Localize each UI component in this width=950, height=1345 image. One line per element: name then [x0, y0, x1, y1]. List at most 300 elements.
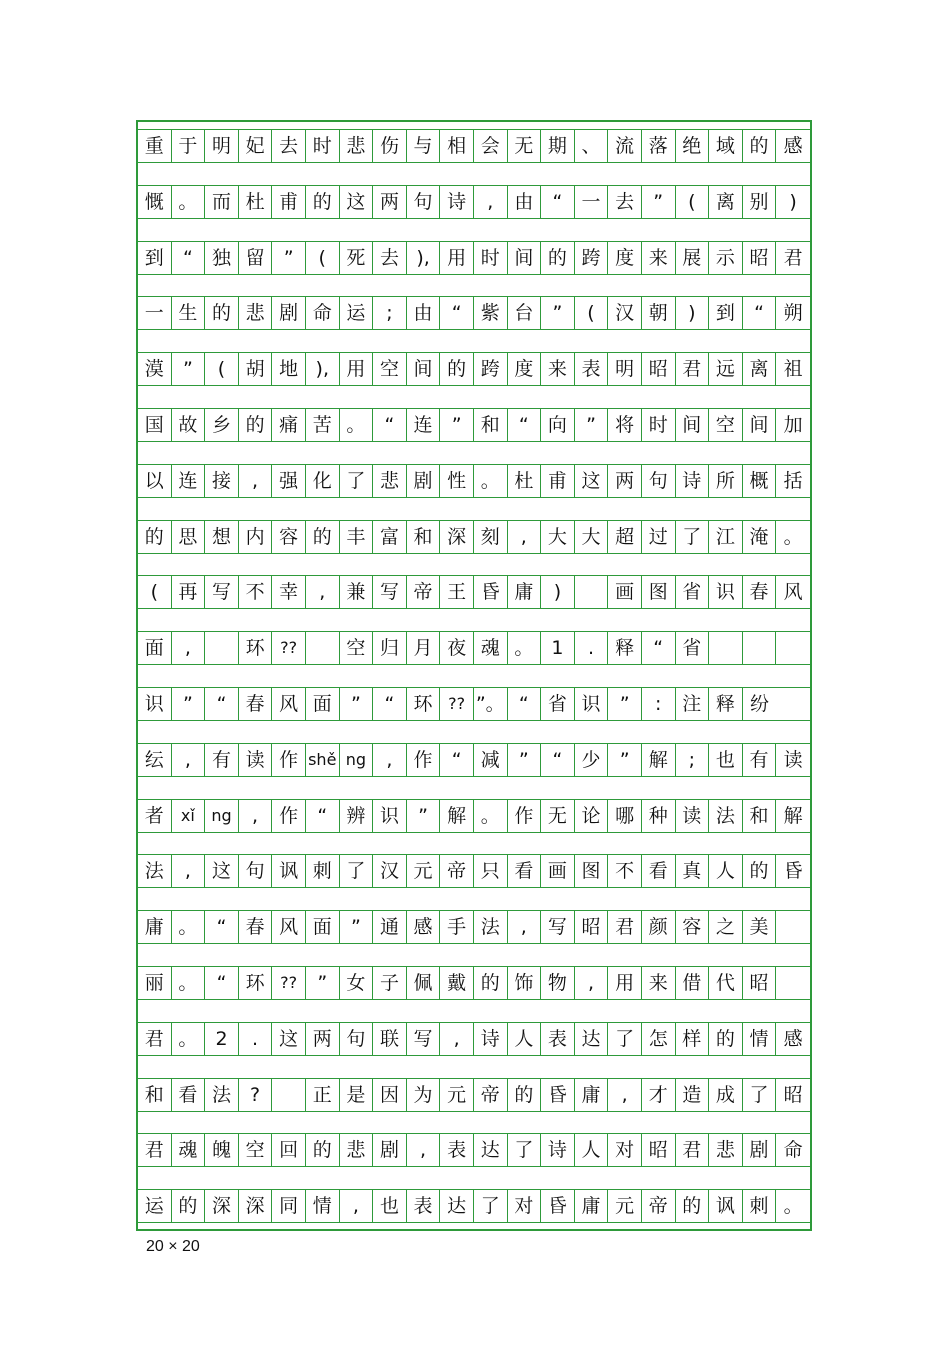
grid-cell: ” [541, 297, 575, 329]
grid-cell: 兼 [340, 576, 374, 608]
grid-cell: 识 [709, 576, 743, 608]
grid-cell: ( [306, 242, 340, 274]
grid-cell: 论 [575, 800, 609, 832]
grid-cell: 相 [440, 130, 474, 162]
grid-cell: shě [306, 744, 340, 776]
grid-cell: 慨 [138, 186, 172, 218]
grid-cell: 展 [676, 242, 710, 274]
grid-cell: 昭 [642, 1134, 676, 1166]
grid-cell: 以 [138, 465, 172, 497]
grid-cell: “ [172, 242, 206, 274]
grid-cell: 感 [407, 911, 441, 943]
grid-cell: “ [541, 186, 575, 218]
grid-cell: 不 [608, 855, 642, 887]
grid-cell: , [239, 800, 273, 832]
grid-row [138, 687, 810, 721]
manuscript-grid-sheet [136, 120, 812, 1231]
grid-cell: 江 [709, 521, 743, 553]
grid-row [138, 352, 810, 386]
grid-row [138, 743, 810, 777]
grid-cell: 的 [743, 855, 777, 887]
grid-cell: 因 [373, 1079, 407, 1111]
grid-cell: 富 [373, 521, 407, 553]
grid-cell: 落 [642, 130, 676, 162]
grid-cell: 解 [783, 804, 803, 827]
grid-cell: 绝 [676, 130, 710, 162]
grid-cell: 春 [743, 576, 777, 608]
grid-cell: “ [440, 744, 474, 776]
grid-cell: ) [541, 576, 575, 608]
grid-cell: 风 [272, 911, 306, 943]
grid-cell: 昭 [642, 353, 676, 385]
grid-cell: 空 [709, 409, 743, 441]
grid-cell: 君 [676, 353, 710, 385]
grid-row [138, 241, 810, 275]
grid-cell: 示 [709, 242, 743, 274]
grid-cell: ), [306, 353, 340, 385]
grid-cell: , [474, 186, 508, 218]
grid-cell: 诗 [676, 465, 710, 497]
grid-cell: 朝 [642, 297, 676, 329]
grid-cell: ; [676, 744, 710, 776]
grid-cell: 纭 [138, 744, 172, 776]
grid-cell: 写 [407, 1023, 441, 1055]
grid-cell: 容 [272, 521, 306, 553]
grid-size-label: 20 × 20 [146, 1238, 200, 1255]
grid-cell: 之 [709, 911, 743, 943]
grid-row [138, 910, 810, 944]
grid-cell: 感 [783, 1027, 803, 1050]
grid-cell: 元 [407, 855, 441, 887]
grid-row [138, 1022, 810, 1056]
grid-cell: 。 [783, 1195, 803, 1218]
grid-cell: 深 [440, 521, 474, 553]
grid-cell: “ [508, 409, 542, 441]
grid-cell: 画 [608, 576, 642, 608]
grid-cell: 造 [676, 1079, 710, 1111]
grid-cell: 图 [575, 855, 609, 887]
grid-cell: 命 [306, 297, 340, 329]
grid-cell: 面 [306, 688, 340, 720]
grid-cell: 生 [172, 297, 206, 329]
grid-cell: 幸 [272, 576, 306, 608]
grid-cell: 再 [172, 576, 206, 608]
grid-cell: 的 [541, 242, 575, 274]
grid-cell: 也 [373, 1190, 407, 1222]
grid-cell: 识 [138, 688, 172, 720]
grid-cell: ” [608, 688, 642, 720]
grid-cell: 剧 [743, 1134, 777, 1166]
grid-cell: 作 [407, 744, 441, 776]
grid-cell: 死 [340, 242, 374, 274]
grid-cell: 面 [138, 632, 172, 664]
grid-cell: 会 [474, 130, 508, 162]
grid-cell: , [373, 744, 407, 776]
grid-cell: 省 [676, 576, 710, 608]
grid-cell: 用 [440, 242, 474, 274]
grid-cell: 看 [508, 855, 542, 887]
grid-cell: , [172, 855, 206, 887]
grid-cell: , [407, 1134, 441, 1166]
grid-cell: 对 [508, 1190, 542, 1222]
grid-cell: ” [407, 800, 441, 832]
grid-cell: 庸 [575, 1190, 609, 1222]
grid-cell: ng [340, 744, 374, 776]
grid-cell: 明 [205, 130, 239, 162]
grid-cell: 。 [474, 800, 508, 832]
grid-cell [776, 911, 810, 943]
grid-cell: , [172, 632, 206, 664]
grid-cell: 女 [340, 967, 374, 999]
grid-cell: 为 [407, 1079, 441, 1111]
grid-cell: 这 [340, 186, 374, 218]
grid-cell: 紫 [474, 297, 508, 329]
grid-cell: 样 [676, 1023, 710, 1055]
grid-cell: 识 [575, 688, 609, 720]
grid-cell: 过 [642, 521, 676, 553]
grid-cell: 才 [642, 1079, 676, 1111]
grid-cell: 和 [474, 409, 508, 441]
grid-cell: 图 [642, 576, 676, 608]
grid-cell: 作 [508, 800, 542, 832]
grid-cell [306, 632, 340, 664]
grid-cell: 内 [239, 521, 273, 553]
grid-cell: 物 [541, 967, 575, 999]
grid-cell: 识 [373, 800, 407, 832]
grid-cell: 。 [508, 632, 542, 664]
grid-cell: 讽 [709, 1190, 743, 1222]
grid-cell [776, 967, 810, 999]
grid-cell [709, 632, 743, 664]
grid-cell: ?? [272, 632, 306, 664]
grid-cell: 只 [474, 855, 508, 887]
grid-cell: 漠 [138, 353, 172, 385]
grid-cell: 了 [340, 855, 374, 887]
grid-cell: 正 [306, 1079, 340, 1111]
grid-cell: 国 [138, 409, 172, 441]
grid-cell: 去 [373, 242, 407, 274]
grid-cell: 来 [642, 967, 676, 999]
grid-cell: 台 [508, 297, 542, 329]
grid-cell: “ [508, 688, 542, 720]
grid-row [138, 520, 810, 554]
grid-cell: 有 [743, 744, 777, 776]
grid-cell: 昏 [474, 576, 508, 608]
grid-cell: 跨 [474, 353, 508, 385]
grid-cell: 情 [306, 1190, 340, 1222]
grid-cell: 到 [138, 242, 172, 274]
grid-cell: 的 [306, 186, 340, 218]
grid-row [138, 854, 810, 888]
grid-cell: 表 [440, 1134, 474, 1166]
grid-cell: “ [541, 744, 575, 776]
grid-cell: “ [642, 632, 676, 664]
grid-cell: 魂 [172, 1134, 206, 1166]
grid-cell: 汉 [608, 297, 642, 329]
grid-cell: 。 [172, 186, 206, 218]
grid-cell: 空 [239, 1134, 273, 1166]
grid-cell: , [608, 1079, 642, 1111]
grid-cell: 春 [239, 688, 273, 720]
grid-cell: 悲 [239, 297, 273, 329]
grid-cell: 大 [541, 521, 575, 553]
grid-cell: . [239, 1023, 273, 1055]
grid-cell: 留 [239, 242, 273, 274]
grid-cell: 诗 [440, 186, 474, 218]
grid-cell: 借 [676, 967, 710, 999]
grid-cell: 。 [783, 525, 803, 548]
grid-cell: 接 [205, 465, 239, 497]
grid-cell: 句 [642, 465, 676, 497]
grid-cell: ?? [272, 967, 306, 999]
grid-cell: 解 [642, 744, 676, 776]
grid-cell: 作 [272, 800, 306, 832]
grid-cell: “ [205, 688, 239, 720]
grid-cell: “ [743, 297, 777, 329]
grid-cell: 概 [743, 465, 777, 497]
grid-cell: 对 [608, 1134, 642, 1166]
grid-cell: 离 [709, 186, 743, 218]
grid-cell: 句 [239, 855, 273, 887]
grid-cell: 甫 [541, 465, 575, 497]
grid-cell: ) [789, 190, 797, 213]
grid-cell: 时 [474, 242, 508, 274]
grid-cell: 思 [172, 521, 206, 553]
grid-cell: ” [272, 242, 306, 274]
grid-cell: 君 [676, 1134, 710, 1166]
grid-cell: , [172, 744, 206, 776]
grid-cell: 超 [608, 521, 642, 553]
grid-cell: 和 [407, 521, 441, 553]
grid-cell: 流 [608, 130, 642, 162]
grid-cell: 月 [407, 632, 441, 664]
grid-cell: 。 [172, 1023, 206, 1055]
grid-cell: 的 [474, 967, 508, 999]
grid-cell: 由 [407, 297, 441, 329]
grid-cell: 明 [608, 353, 642, 385]
grid-cell: 佩 [407, 967, 441, 999]
grid-cell: 帝 [440, 855, 474, 887]
grid-cell [776, 632, 810, 664]
grid-cell: 无 [541, 800, 575, 832]
grid-cell: ” [340, 911, 374, 943]
grid-cell: 法 [138, 855, 172, 887]
grid-cell: 昏 [783, 860, 803, 883]
grid-row [138, 464, 810, 498]
grid-cell: 不 [239, 576, 273, 608]
grid-cell: 诗 [541, 1134, 575, 1166]
grid-cell: ( [138, 576, 172, 608]
grid-cell: 作 [272, 744, 306, 776]
grid-cell: 哪 [608, 800, 642, 832]
grid-cell: 帝 [474, 1079, 508, 1111]
grid-cell: 刺 [306, 855, 340, 887]
grid-cell: 妃 [239, 130, 273, 162]
grid-cell: 间 [676, 409, 710, 441]
grid-cell: 无 [508, 130, 542, 162]
grid-cell: 于 [172, 130, 206, 162]
grid-cell: 画 [541, 855, 575, 887]
grid-row [138, 575, 810, 609]
grid-cell: 丽 [138, 967, 172, 999]
grid-cell: 了 [676, 521, 710, 553]
grid-cell: 地 [272, 353, 306, 385]
grid-cell: 环 [239, 967, 273, 999]
grid-cell: “ [373, 409, 407, 441]
grid-cell: 用 [340, 353, 374, 385]
grid-cell: 环 [407, 688, 441, 720]
grid-cell: 风 [783, 581, 803, 604]
grid-cell: xǐ [172, 800, 206, 832]
grid-cell: 手 [440, 911, 474, 943]
grid-cell: 淹 [743, 521, 777, 553]
grid-cell: 空 [340, 632, 374, 664]
grid-cell [272, 1079, 306, 1111]
grid-cell: , [508, 521, 542, 553]
grid-cell: 昏 [541, 1079, 575, 1111]
grid-cell: ” [440, 409, 474, 441]
grid-cell: 者 [138, 800, 172, 832]
grid-cell: 戴 [440, 967, 474, 999]
grid-cell: ” [306, 967, 340, 999]
grid-cell: 的 [508, 1079, 542, 1111]
grid-cell: 域 [709, 130, 743, 162]
grid-cell: 深 [205, 1190, 239, 1222]
grid-cell: 达 [474, 1134, 508, 1166]
grid-cell: 释 [709, 688, 743, 720]
grid-cell: 连 [407, 409, 441, 441]
grid-cell: 君 [138, 1023, 172, 1055]
grid-cell: 代 [709, 967, 743, 999]
grid-cell: 运 [340, 297, 374, 329]
grid-cell: 杜 [508, 465, 542, 497]
grid-cell [743, 632, 777, 664]
grid-cell: ” [508, 744, 542, 776]
grid-cell: 这 [272, 1023, 306, 1055]
grid-cell: 写 [541, 911, 575, 943]
grid-cell: 剧 [407, 465, 441, 497]
grid-cell: 的 [709, 1023, 743, 1055]
grid-cell: 也 [709, 744, 743, 776]
grid-cell: 。 [474, 465, 508, 497]
grid-cell: 。 [172, 911, 206, 943]
grid-row [138, 408, 810, 442]
grid-cell: . [575, 632, 609, 664]
grid-cell: “ [205, 911, 239, 943]
grid-cell: 括 [783, 469, 803, 492]
grid-cell: 联 [373, 1023, 407, 1055]
grid-cell: 故 [172, 409, 206, 441]
grid-cell: 、 [575, 130, 609, 162]
grid-cell: , [306, 576, 340, 608]
grid-cell: 悲 [340, 130, 374, 162]
grid-cell: 读 [676, 800, 710, 832]
grid-cell: 同 [272, 1190, 306, 1222]
grid-cell: 别 [743, 186, 777, 218]
grid-cell: 子 [373, 967, 407, 999]
grid-cell: 和 [138, 1079, 172, 1111]
grid-cell: 通 [373, 911, 407, 943]
grid-cell: 君 [138, 1134, 172, 1166]
grid-cell: 释 [608, 632, 642, 664]
grid-cell: ” [575, 409, 609, 441]
grid-cell: 面 [306, 911, 340, 943]
grid-cell: 人 [709, 855, 743, 887]
grid-cell: ng [205, 800, 239, 832]
grid-cell: 感 [783, 135, 803, 157]
grid-cell: 君 [783, 246, 803, 269]
grid-cell: 而 [205, 186, 239, 218]
grid-cell: 的 [172, 1190, 206, 1222]
grid-cell: 读 [239, 744, 273, 776]
grid-cell: 苦 [306, 409, 340, 441]
grid-cell: 写 [205, 576, 239, 608]
grid-cell: 容 [676, 911, 710, 943]
grid-cell: 法 [474, 911, 508, 943]
grid-cell: 化 [306, 465, 340, 497]
grid-cell: ( [575, 297, 609, 329]
grid-cell: 是 [340, 1079, 374, 1111]
grid-cell: 归 [373, 632, 407, 664]
grid-cell: 深 [239, 1190, 273, 1222]
grid-cell: 加 [783, 414, 803, 436]
grid-cell: 独 [205, 242, 239, 274]
grid-cell: 春 [239, 911, 273, 943]
grid-cell: “ [373, 688, 407, 720]
grid-cell: 甫 [272, 186, 306, 218]
grid-cell: 一 [138, 297, 172, 329]
grid-cell: 人 [575, 1134, 609, 1166]
grid-cell: 丰 [340, 521, 374, 553]
grid-cell: 句 [407, 186, 441, 218]
grid-row [138, 799, 810, 833]
grid-cell: 去 [272, 130, 306, 162]
grid-cell: 的 [239, 409, 273, 441]
grid-cell: 一 [575, 186, 609, 218]
grid-cell: 了 [508, 1134, 542, 1166]
grid-cell: 写 [373, 576, 407, 608]
grid-row [138, 631, 810, 665]
grid-cell: 间 [508, 242, 542, 274]
grid-cell: 胡 [239, 353, 273, 385]
grid-cell: 法 [205, 1079, 239, 1111]
grid-cell: 了 [340, 465, 374, 497]
grid-cell: 昏 [541, 1190, 575, 1222]
grid-cell: 怎 [642, 1023, 676, 1055]
grid-cell: 法 [709, 800, 743, 832]
grid-cell: 魂 [474, 632, 508, 664]
grid-cell: 庸 [575, 1079, 609, 1111]
grid-cell: 来 [642, 242, 676, 274]
grid-cell: 这 [575, 465, 609, 497]
grid-cell: 重 [138, 130, 172, 162]
grid-cell: 两 [608, 465, 642, 497]
grid-cell: 2 [205, 1023, 239, 1055]
grid-cell: 注 [676, 688, 710, 720]
grid-cell: 时 [306, 130, 340, 162]
grid-cell: 度 [508, 353, 542, 385]
grid-cell: 离 [743, 353, 777, 385]
grid-cell: 看 [172, 1079, 206, 1111]
grid-cell: 昭 [575, 911, 609, 943]
grid-cell: 间 [743, 409, 777, 441]
grid-cell: 痛 [272, 409, 306, 441]
grid-cell: 颜 [642, 911, 676, 943]
grid-cell: 元 [608, 1190, 642, 1222]
grid-cell [575, 576, 609, 608]
grid-cell: 的 [306, 521, 340, 553]
grid-cell: 真 [676, 855, 710, 887]
